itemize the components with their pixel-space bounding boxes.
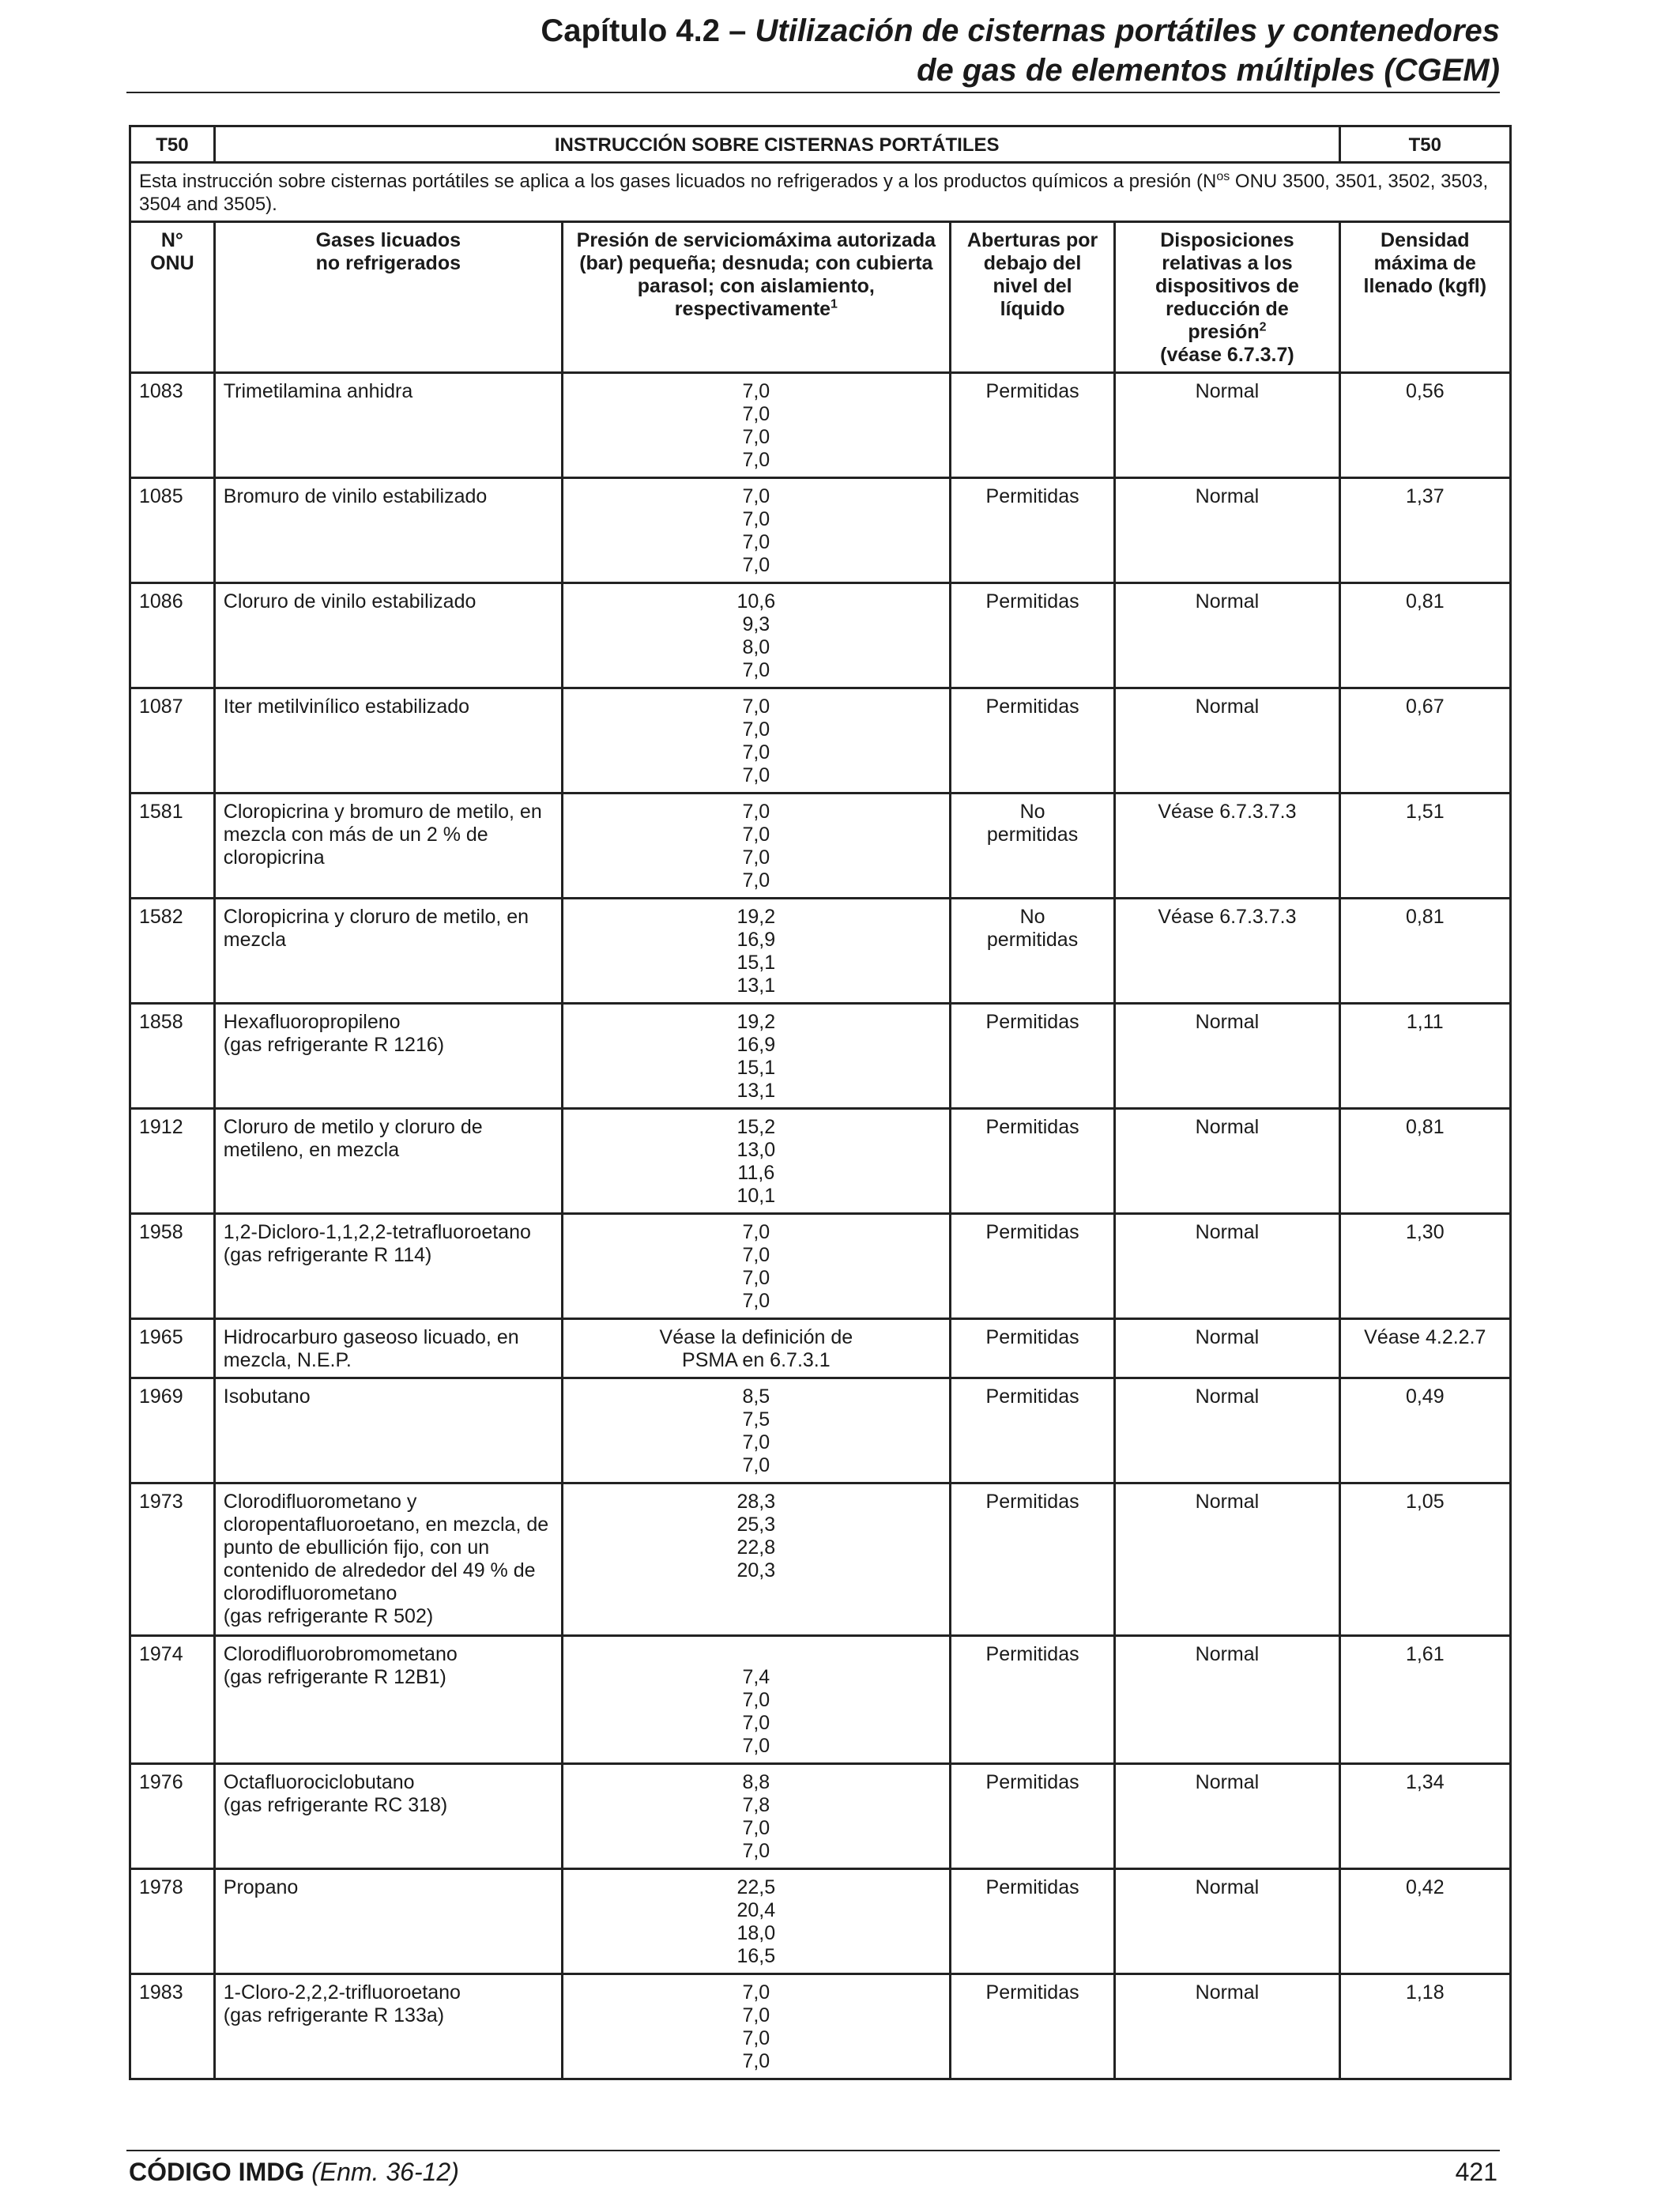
pressure-cell: 7,0 7,0 7,0 7,0 [562,794,950,899]
pressure-cell: 7,4 7,0 7,0 7,0 [562,1636,950,1764]
un-number-cell: 1581 [130,794,215,899]
relief-cell: Normal [1115,583,1339,688]
table-row [130,1378,1511,1483]
intro-text [130,163,1511,222]
density-cell: 0,81 [1339,899,1510,1004]
un-number-cell: 1974 [130,1636,215,1764]
instruction-code-right: T50 [1339,126,1510,163]
relief-cell: Normal [1115,373,1339,478]
table-row [130,688,1511,794]
un-number-cell: 1976 [130,1764,215,1869]
un-number-cell: 1912 [130,1109,215,1214]
page-number: 421 [1455,2158,1497,2186]
pressure-cell: 7,0 7,0 7,0 7,0 [562,478,950,583]
relief-cell: Normal [1115,688,1339,794]
pressure-cell: 7,0 7,0 7,0 7,0 [562,373,950,478]
openings-cell: Permitidas [950,1004,1114,1109]
col-header-density: Densidad máxima de llenado (kgfl) [1339,222,1510,373]
openings-cell: Permitidas [950,1378,1114,1483]
openings-cell: Permitidas [950,1974,1114,2079]
gas-name-cell: 1,2-Dicloro-1,1,2,2-tetrafluoroetano (gas refrigerante R 114) [214,1214,562,1319]
header-rule [126,92,1500,93]
gas-name-cell: Cloropicrina y bromuro de metilo, en mezcla con más de un 2 % de cloropicrina [214,794,562,899]
openings-cell: Permitidas [950,1483,1114,1636]
pressure-cell: 28,3 25,3 22,8 20,3 [562,1483,950,1636]
density-cell: 1,18 [1339,1974,1510,2079]
gas-name-cell: Bromuro de vinilo estabilizado [214,478,562,583]
pressure-cell: 19,2 16,9 15,1 13,1 [562,1004,950,1109]
openings-cell: Permitidas [950,373,1114,478]
instruction-code-left: T50 [130,126,215,163]
relief-cell: Normal [1115,1378,1339,1483]
col-header-pressure: Presión de serviciomáxima autorizada (bar) pequeña; desnuda; con cubierta parasol; con aislamiento, respectivamente$^1$ [562,222,950,373]
footer-amendment: (Enm. 36-12) [304,2158,459,2186]
density-cell: 1,05 [1339,1483,1510,1636]
pressure-cell: 19,2 16,9 15,1 13,1 [562,899,950,1004]
footer-code-name: CÓDIGO IMDG [129,2158,305,2186]
relief-cell: Normal [1115,478,1339,583]
gas-name-cell: 1-Cloro-2,2,2-trifluoroetano (gas refrigerante R 133a) [214,1974,562,2079]
pressure-cell: 8,8 7,8 7,0 7,0 [562,1764,950,1869]
pressure-cell: 7,0 7,0 7,0 7,0 [562,688,950,794]
table-title-row [130,126,1511,163]
density-cell: 0,81 [1339,1109,1510,1214]
pressure-cell: 10,6 9,3 8,0 7,0 [562,583,950,688]
gas-name-cell: Clorodifluorobromometano (gas refrigerante R 12B1) [214,1636,562,1764]
gas-name-cell: Cloruro de vinilo estabilizado [214,583,562,688]
pressure-cell: 7,0 7,0 7,0 7,0 [562,1214,950,1319]
pressure-cell: 7,0 7,0 7,0 7,0 [562,1974,950,2079]
relief-cell: Normal [1115,1109,1339,1214]
relief-cell: Normal [1115,1319,1339,1378]
intro-text-b: ONU 3500, 3501, 3502, 3503, 3504 and 3505). [139,171,1489,215]
pressure-cell: 22,5 20,4 18,0 16,5 [562,1869,950,1974]
pressure-cell: Véase la definición de PSMA en 6.7.3.1 [562,1319,950,1378]
openings-cell: Permitidas [950,478,1114,583]
gas-name-cell: Isobutano [214,1378,562,1483]
gas-name-cell: Cloropicrina y cloruro de metilo, en mezcla [214,899,562,1004]
intro-sup: os [1216,170,1230,183]
relief-cell: Normal [1115,1764,1339,1869]
density-cell: 0,56 [1339,373,1510,478]
table-row [130,1483,1511,1636]
gas-name-cell: Iter metilvinílico estabilizado [214,688,562,794]
gas-name-cell: Cloruro de metilo y cloruro de metileno, en mezcla [214,1109,562,1214]
chapter-title-line2: de gas de elementos múltiples (CGEM) [917,53,1500,88]
un-number-cell: 1085 [130,478,215,583]
density-cell: 1,37 [1339,478,1510,583]
density-cell: Véase 4.2.2.7 [1339,1319,1510,1378]
un-number-cell: 1858 [130,1004,215,1109]
un-number-cell: 1978 [130,1869,215,1974]
table-row [130,478,1511,583]
relief-cell: Normal [1115,1004,1339,1109]
openings-cell: Permitidas [950,1319,1114,1378]
footnote-1-ref: 1 [831,297,838,311]
intro-row [130,163,1511,222]
gas-name-cell: Octafluorociclobutano (gas refrigerante RC 318) [214,1764,562,1869]
openings-cell: Permitidas [950,1764,1114,1869]
density-cell: 0,49 [1339,1378,1510,1483]
un-number-cell: 1582 [130,899,215,1004]
footnote-2-ref: 2 [1259,320,1267,334]
table-row [130,1869,1511,1974]
table-row [130,583,1511,688]
openings-cell: Permitidas [950,688,1114,794]
relief-cell: Normal [1115,1636,1339,1764]
relief-cell: Véase 6.7.3.7.3 [1115,899,1339,1004]
openings-cell: Permitidas [950,1109,1114,1214]
instruction-heading: INSTRUCCIÓN SOBRE CISTERNAS PORTÁTILES [214,126,1339,163]
density-cell: 1,51 [1339,794,1510,899]
col-header-relief-devices: Disposiciones relativas a los dispositivos de reducción de presión$^2$ (véase 6.7.3.7) [1115,222,1339,373]
un-number-cell: 1083 [130,373,215,478]
relief-cell: Normal [1115,1974,1339,2079]
gas-name-cell: Clorodifluorometano y cloropentafluoroetano, en mezcla, de punto de ebullición fijo, con un contenido de alrededor del 49 % de clorodifluorometano (gas refrigerante R 502) [214,1483,562,1636]
openings-cell: Permitidas [950,1636,1114,1764]
table-row [130,794,1511,899]
table-row [130,1764,1511,1869]
density-cell: 1,11 [1339,1004,1510,1109]
table-row [130,1319,1511,1378]
openings-cell: Permitidas [950,583,1114,688]
relief-cell: Normal [1115,1214,1339,1319]
intro-text-a: Esta instrucción sobre cisternas portátiles se aplica a los gases licuados no refrigerados y a los productos químicos a presión (N [139,171,1217,192]
density-cell: 1,61 [1339,1636,1510,1764]
pressure-cell: 8,5 7,5 7,0 7,0 [562,1378,950,1483]
density-cell: 0,67 [1339,688,1510,794]
footer-rule [126,2150,1500,2151]
table-row [130,1004,1511,1109]
un-number-cell: 1969 [130,1378,215,1483]
chapter-label: Capítulo 4.2 – [541,13,755,48]
density-cell: 1,30 [1339,1214,1510,1319]
density-cell: 0,42 [1339,1869,1510,1974]
openings-cell: Permitidas [950,1214,1114,1319]
un-number-cell: 1087 [130,688,215,794]
un-number-cell: 1983 [130,1974,215,2079]
un-number-cell: 1973 [130,1483,215,1636]
gas-name-cell: Trimetilamina anhidra [214,373,562,478]
gas-name-cell: Propano [214,1869,562,1974]
page-header [126,11,1500,90]
gas-name-cell: Hidrocarburo gaseoso licuado, en mezcla, N.E.P. [214,1319,562,1378]
table-body [130,373,1511,2079]
table-row [130,1109,1511,1214]
col-header-onu: N° ONU [130,222,215,373]
table-row [130,373,1511,478]
column-header-row [130,222,1511,373]
density-cell: 1,34 [1339,1764,1510,1869]
un-number-cell: 1958 [130,1214,215,1319]
table-row [130,1636,1511,1764]
un-number-cell: 1086 [130,583,215,688]
instruction-table [129,125,1512,2080]
openings-cell: Permitidas [950,1869,1114,1974]
openings-cell: No permitidas [950,899,1114,1004]
header-line-1 [126,11,1500,51]
footer-code [129,2156,459,2188]
density-cell: 0,81 [1339,583,1510,688]
openings-cell: No permitidas [950,794,1114,899]
table-row [130,899,1511,1004]
relief-cell: Normal [1115,1869,1339,1974]
relief-cell: Véase 6.7.3.7.3 [1115,794,1339,899]
un-number-cell: 1965 [130,1319,215,1378]
col-header-gas-name: Gases licuados no refrigerados [214,222,562,373]
pressure-cell: 15,2 13,0 11,6 10,1 [562,1109,950,1214]
table-row [130,1974,1511,2079]
chapter-title-line1: Utilización de cisternas portátiles y contenedores [755,13,1500,48]
gas-name-cell: Hexafluoropropileno (gas refrigerante R 1216) [214,1004,562,1109]
col-header-openings: Aberturas por debajo del nivel del líquido [950,222,1114,373]
relief-cell: Normal [1115,1483,1339,1636]
table-row [130,1214,1511,1319]
